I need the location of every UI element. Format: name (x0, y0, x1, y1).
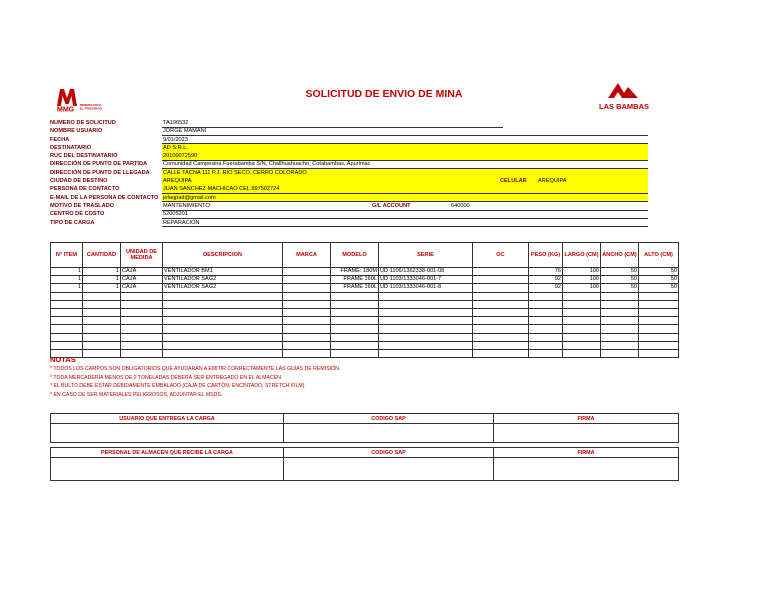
cell-length: 100 (563, 284, 601, 292)
empty-cell[interactable] (83, 308, 121, 316)
cell-item: 1 (51, 284, 83, 292)
cell-width: 50 (601, 276, 639, 284)
field-value: CALLE TACNA 111 P.J. RIO SECO, CERRO COLORADO (162, 169, 648, 178)
empty-cell[interactable] (121, 325, 163, 333)
empty-cell[interactable] (121, 349, 163, 357)
cell-quantity: 1 (83, 268, 121, 276)
table-row-empty (51, 317, 679, 325)
receiving-staff-cell[interactable] (51, 458, 284, 481)
signature-header: FIRMA (494, 414, 679, 424)
empty-cell[interactable] (163, 325, 283, 333)
empty-cell[interactable] (51, 292, 83, 300)
empty-cell[interactable] (51, 341, 83, 349)
empty-cell[interactable] (529, 341, 563, 349)
field-value: JORGE MAMANI (162, 127, 648, 136)
field-label: CIUDAD DE DESTINO (50, 178, 108, 185)
cell-unit: CAJA (121, 268, 163, 276)
field-value: AD S.R.L. (162, 144, 648, 153)
empty-cell[interactable] (121, 333, 163, 341)
empty-cell[interactable] (529, 333, 563, 341)
cell-brand (283, 276, 331, 284)
request-info (50, 119, 650, 227)
cell-width: 50 (601, 284, 639, 292)
cell-item: 1 (51, 268, 83, 276)
page-title: SOLICITUD DE ENVIO DE MINA (305, 88, 463, 100)
delivering-user-cell[interactable] (51, 424, 284, 443)
empty-cell[interactable] (379, 292, 473, 300)
empty-cell[interactable] (83, 300, 121, 308)
table-row-empty (51, 292, 679, 300)
table-header-row (51, 243, 679, 268)
empty-cell[interactable] (51, 308, 83, 316)
field-row-destination-city (50, 177, 650, 185)
receipt-signature-table (50, 447, 679, 481)
cell-oc (473, 268, 529, 276)
delivering-user-header: USUARIO QUE ENTREGA LA CARGA (51, 414, 284, 424)
empty-cell[interactable] (283, 341, 331, 349)
mmg-tagline-2: EL PROGRESO (80, 106, 102, 111)
cell-serial: UD 1106/1362338-001-08 (379, 268, 473, 276)
empty-cell[interactable] (121, 292, 163, 300)
field-value: AREQUIPA (162, 177, 648, 186)
empty-cell[interactable] (331, 308, 379, 316)
header-unit: UNIDAD DE MEDIDA (121, 243, 163, 268)
cell-quantity: 1 (83, 276, 121, 284)
empty-cell[interactable] (121, 341, 163, 349)
empty-cell[interactable] (529, 349, 563, 357)
empty-cell[interactable] (601, 317, 639, 325)
cell-length: 100 (563, 268, 601, 276)
empty-cell[interactable] (639, 333, 679, 341)
cell-serial: UD 1103/1333046-001-7 (379, 276, 473, 284)
empty-cell[interactable] (163, 333, 283, 341)
cell-width: 50 (601, 268, 639, 276)
empty-cell[interactable] (601, 341, 639, 349)
signature-header: FIRMA (494, 448, 679, 458)
empty-cell[interactable] (379, 349, 473, 357)
empty-cell[interactable] (163, 292, 283, 300)
cell-description: VENTILADOR SAG2 (163, 276, 283, 284)
cell-height: 50 (639, 268, 679, 276)
empty-cell[interactable] (529, 292, 563, 300)
empty-cell[interactable] (331, 317, 379, 325)
empty-cell[interactable] (473, 292, 529, 300)
empty-cell[interactable] (473, 317, 529, 325)
cell-model: FRAME: 180M (331, 268, 379, 276)
table-row-empty (51, 308, 679, 316)
notes-title: NOTAS (50, 355, 76, 364)
header-length: LARGO (CM) (563, 243, 601, 268)
empty-cell[interactable] (601, 333, 639, 341)
empty-cell[interactable] (379, 317, 473, 325)
empty-cell[interactable] (331, 325, 379, 333)
empty-cell[interactable] (283, 292, 331, 300)
note-item: * TODOS LOS CAMPOS SON OBLIGATORIOS QUE AYUDARÁN A EMITIR CORRECTAMENTE LAS GUÍAS DE REMISIÓN. (50, 366, 341, 372)
field-row-arrival-address (50, 169, 650, 177)
cell-item: 1 (51, 276, 83, 284)
table-row (51, 268, 679, 276)
empty-cell[interactable] (283, 325, 331, 333)
table-row (51, 276, 679, 284)
gl-account-value: 640000 (451, 202, 470, 209)
empty-cell[interactable] (563, 341, 601, 349)
field-label: TIPO DE CARGA (50, 219, 95, 226)
field-label: DIRECCIÓN DE PUNTO DE LLEGADA (50, 169, 150, 176)
field-label: NOMBRE USUARIO (50, 128, 103, 135)
field-row-contact-person (50, 185, 650, 193)
empty-cell[interactable] (379, 341, 473, 349)
empty-cell[interactable] (379, 325, 473, 333)
field-row-recipient (50, 144, 650, 152)
field-value: MANTENIMIENTO (162, 202, 648, 211)
empty-cell[interactable] (601, 292, 639, 300)
empty-cell[interactable] (83, 317, 121, 325)
empty-cell[interactable] (639, 325, 679, 333)
header-height: ALTO (CM) (639, 243, 679, 268)
empty-cell[interactable] (331, 292, 379, 300)
cell-description: VENTILADOR BM1 (163, 268, 283, 276)
sap-code-cell[interactable] (284, 424, 494, 443)
cell-unit: CAJA (121, 276, 163, 284)
empty-cell[interactable] (529, 325, 563, 333)
empty-cell[interactable] (563, 317, 601, 325)
empty-cell[interactable] (283, 317, 331, 325)
header-width: ANCHO (CM) (601, 243, 639, 268)
cell-model: FRAME 160L (331, 276, 379, 284)
empty-cell[interactable] (83, 325, 121, 333)
empty-cell[interactable] (331, 341, 379, 349)
empty-cell[interactable] (563, 333, 601, 341)
header-description: DESCRIPCION (163, 243, 283, 268)
mmg-tagline-1: MINERÍA PARA (80, 103, 102, 107)
empty-cell[interactable] (639, 349, 679, 357)
field-value: 9/01/2023 (162, 136, 648, 145)
empty-cell[interactable] (639, 300, 679, 308)
empty-cell[interactable] (331, 349, 379, 357)
empty-cell[interactable] (51, 300, 83, 308)
field-value: TA196532 (162, 119, 503, 128)
empty-rows (51, 292, 679, 358)
note-item: * TODA MERCADERÍA MENOS DE 2 TONELADAS DEBERÁ SER ENTREGADO EN EL ALMACÉN. (50, 374, 283, 381)
items-table (50, 242, 679, 358)
cell-oc (473, 276, 529, 284)
empty-cell[interactable] (83, 349, 121, 357)
empty-cell[interactable] (639, 341, 679, 349)
field-row-departure-address (50, 160, 650, 168)
cell-brand (283, 268, 331, 276)
cell-brand (283, 284, 331, 292)
empty-cell[interactable] (473, 325, 529, 333)
field-row-date (50, 136, 650, 144)
empty-cell[interactable] (83, 341, 121, 349)
empty-cell[interactable] (473, 333, 529, 341)
empty-cell[interactable] (331, 300, 379, 308)
field-label: DIRECCIÓN DE PUNTO DE PARTIDA (50, 161, 148, 168)
empty-cell[interactable] (639, 317, 679, 325)
note-item: * EN CASO DE SER MATERIALES PELIGROSOS, ADJUNTAR EL MSDS. (50, 391, 223, 398)
field-label: MOTIVO DE TRASLADO (50, 202, 115, 209)
table-row-empty (51, 325, 679, 333)
cell-quantity: 1 (83, 284, 121, 292)
cell-model: FRAME 160L (331, 284, 379, 292)
cell-weight: 92 (529, 284, 563, 292)
field-row-user-name (50, 127, 650, 135)
empty-cell[interactable] (529, 308, 563, 316)
empty-cell[interactable] (601, 308, 639, 316)
empty-cell[interactable] (283, 308, 331, 316)
cell-oc (473, 284, 529, 292)
empty-cell[interactable] (473, 300, 529, 308)
empty-cell[interactable] (121, 317, 163, 325)
empty-cell[interactable] (331, 333, 379, 341)
field-label: E-MAIL DE LA PERSONA DE CONTACTO (50, 194, 159, 201)
empty-cell[interactable] (563, 300, 601, 308)
field-row-cargo-type (50, 219, 650, 227)
empty-cell[interactable] (163, 341, 283, 349)
sap-code-header: CODIGO SAP (284, 414, 494, 424)
field-value: REPARACION (162, 219, 648, 228)
empty-cell[interactable] (473, 349, 529, 357)
cell-weight: 92 (529, 276, 563, 284)
empty-cell[interactable] (121, 308, 163, 316)
field-label: CENTRO DE COSTO (50, 211, 105, 218)
celular-label: CELULAR (500, 178, 527, 185)
receiving-staff-header: PERSONAL DE ALMACEN QUE RECIBE LA CARGA (51, 448, 284, 458)
empty-cell[interactable] (529, 317, 563, 325)
empty-cell[interactable] (379, 333, 473, 341)
cell-serial: UD 1103/1333046-001-8 (379, 284, 473, 292)
field-label: NUMERO DE SOLICITUD (50, 120, 116, 126)
empty-cell[interactable] (639, 292, 679, 300)
mmg-logo-text: MMG (57, 106, 75, 112)
field-row-contact-email (50, 194, 650, 202)
las-bambas-logo-text: LAS BAMBAS (599, 102, 649, 111)
field-label: DESTINATARIO (50, 144, 92, 151)
gl-account-label: G/L ACCOUNT (372, 202, 411, 209)
table-row-empty (51, 300, 679, 308)
empty-cell[interactable] (163, 308, 283, 316)
table-row-empty (51, 333, 679, 341)
header-oc: OC (473, 243, 529, 268)
empty-cell[interactable] (601, 349, 639, 357)
field-value: Comunidad Campesina Fuerabamba S/N, Challhuahuacho, Cotabambas, Apurimac (162, 160, 648, 169)
delivery-signature-table (50, 413, 679, 443)
note-item: * EL BULTO DEBE ESTAR DEBIDAMENTE EMBALADO (CAJA DE CARTÓN, ENCINTADO, STRETCH FILM) (50, 383, 305, 389)
field-row-request-number (50, 119, 650, 127)
cell-weight: 76 (529, 268, 563, 276)
field-value: 20100072590 (162, 152, 648, 161)
empty-cell[interactable] (529, 300, 563, 308)
sap-code-cell[interactable] (284, 458, 494, 481)
sap-code-header: CODIGO SAP (284, 448, 494, 458)
field-row-transfer-reason (50, 202, 650, 210)
empty-cell[interactable] (473, 341, 529, 349)
empty-cell[interactable] (563, 308, 601, 316)
header-brand: MARCA (283, 243, 331, 268)
empty-cell[interactable] (283, 300, 331, 308)
empty-cell[interactable] (121, 300, 163, 308)
field-value: jefaqpad@gmail.com (162, 194, 648, 203)
empty-cell[interactable] (601, 325, 639, 333)
field-row-recipient-ruc (50, 152, 650, 160)
empty-cell[interactable] (563, 292, 601, 300)
field-label: PERSONA DE CONTACTO (50, 186, 120, 193)
signature-cell[interactable] (494, 458, 679, 481)
table-row-empty (51, 341, 679, 349)
empty-cell[interactable] (51, 333, 83, 341)
header-model: MODELO (331, 243, 379, 268)
empty-cell[interactable] (601, 300, 639, 308)
field-label: FECHA (50, 136, 70, 143)
empty-cell[interactable] (83, 333, 121, 341)
empty-cell[interactable] (51, 317, 83, 325)
empty-cell[interactable] (283, 349, 331, 357)
cell-description: VENTILADOR SAG2 (163, 284, 283, 292)
header-serial: SERIE (379, 243, 473, 268)
field-value: JUAN SANCHEZ MACHICAO CEL 997502724 (162, 185, 648, 194)
header-quantity: CANTIDAD (83, 243, 121, 268)
empty-cell[interactable] (163, 349, 283, 357)
empty-cell[interactable] (163, 300, 283, 308)
empty-cell[interactable] (163, 317, 283, 325)
field-label: RUC DEL DESTINATARIO (50, 153, 118, 160)
table-row (51, 284, 679, 292)
empty-cell[interactable] (51, 325, 83, 333)
empty-cell[interactable] (283, 333, 331, 341)
cell-height: 50 (639, 284, 679, 292)
cell-height: 50 (639, 276, 679, 284)
empty-cell[interactable] (563, 349, 601, 357)
header-weight: PESO (KG) (529, 243, 563, 268)
field-row-cost-center (50, 210, 650, 218)
field-value: 52005201 (162, 210, 648, 219)
signature-cell[interactable] (494, 424, 679, 443)
empty-cell[interactable] (379, 300, 473, 308)
cell-unit: CAJA (121, 284, 163, 292)
cell-length: 100 (563, 276, 601, 284)
header-item: N° ITEM (51, 243, 83, 268)
empty-cell[interactable] (639, 308, 679, 316)
celular-value: AREQUIPA (538, 178, 567, 185)
table-row-empty (51, 349, 679, 357)
empty-cell[interactable] (379, 308, 473, 316)
empty-cell[interactable] (83, 292, 121, 300)
empty-cell[interactable] (563, 325, 601, 333)
empty-cell[interactable] (473, 308, 529, 316)
